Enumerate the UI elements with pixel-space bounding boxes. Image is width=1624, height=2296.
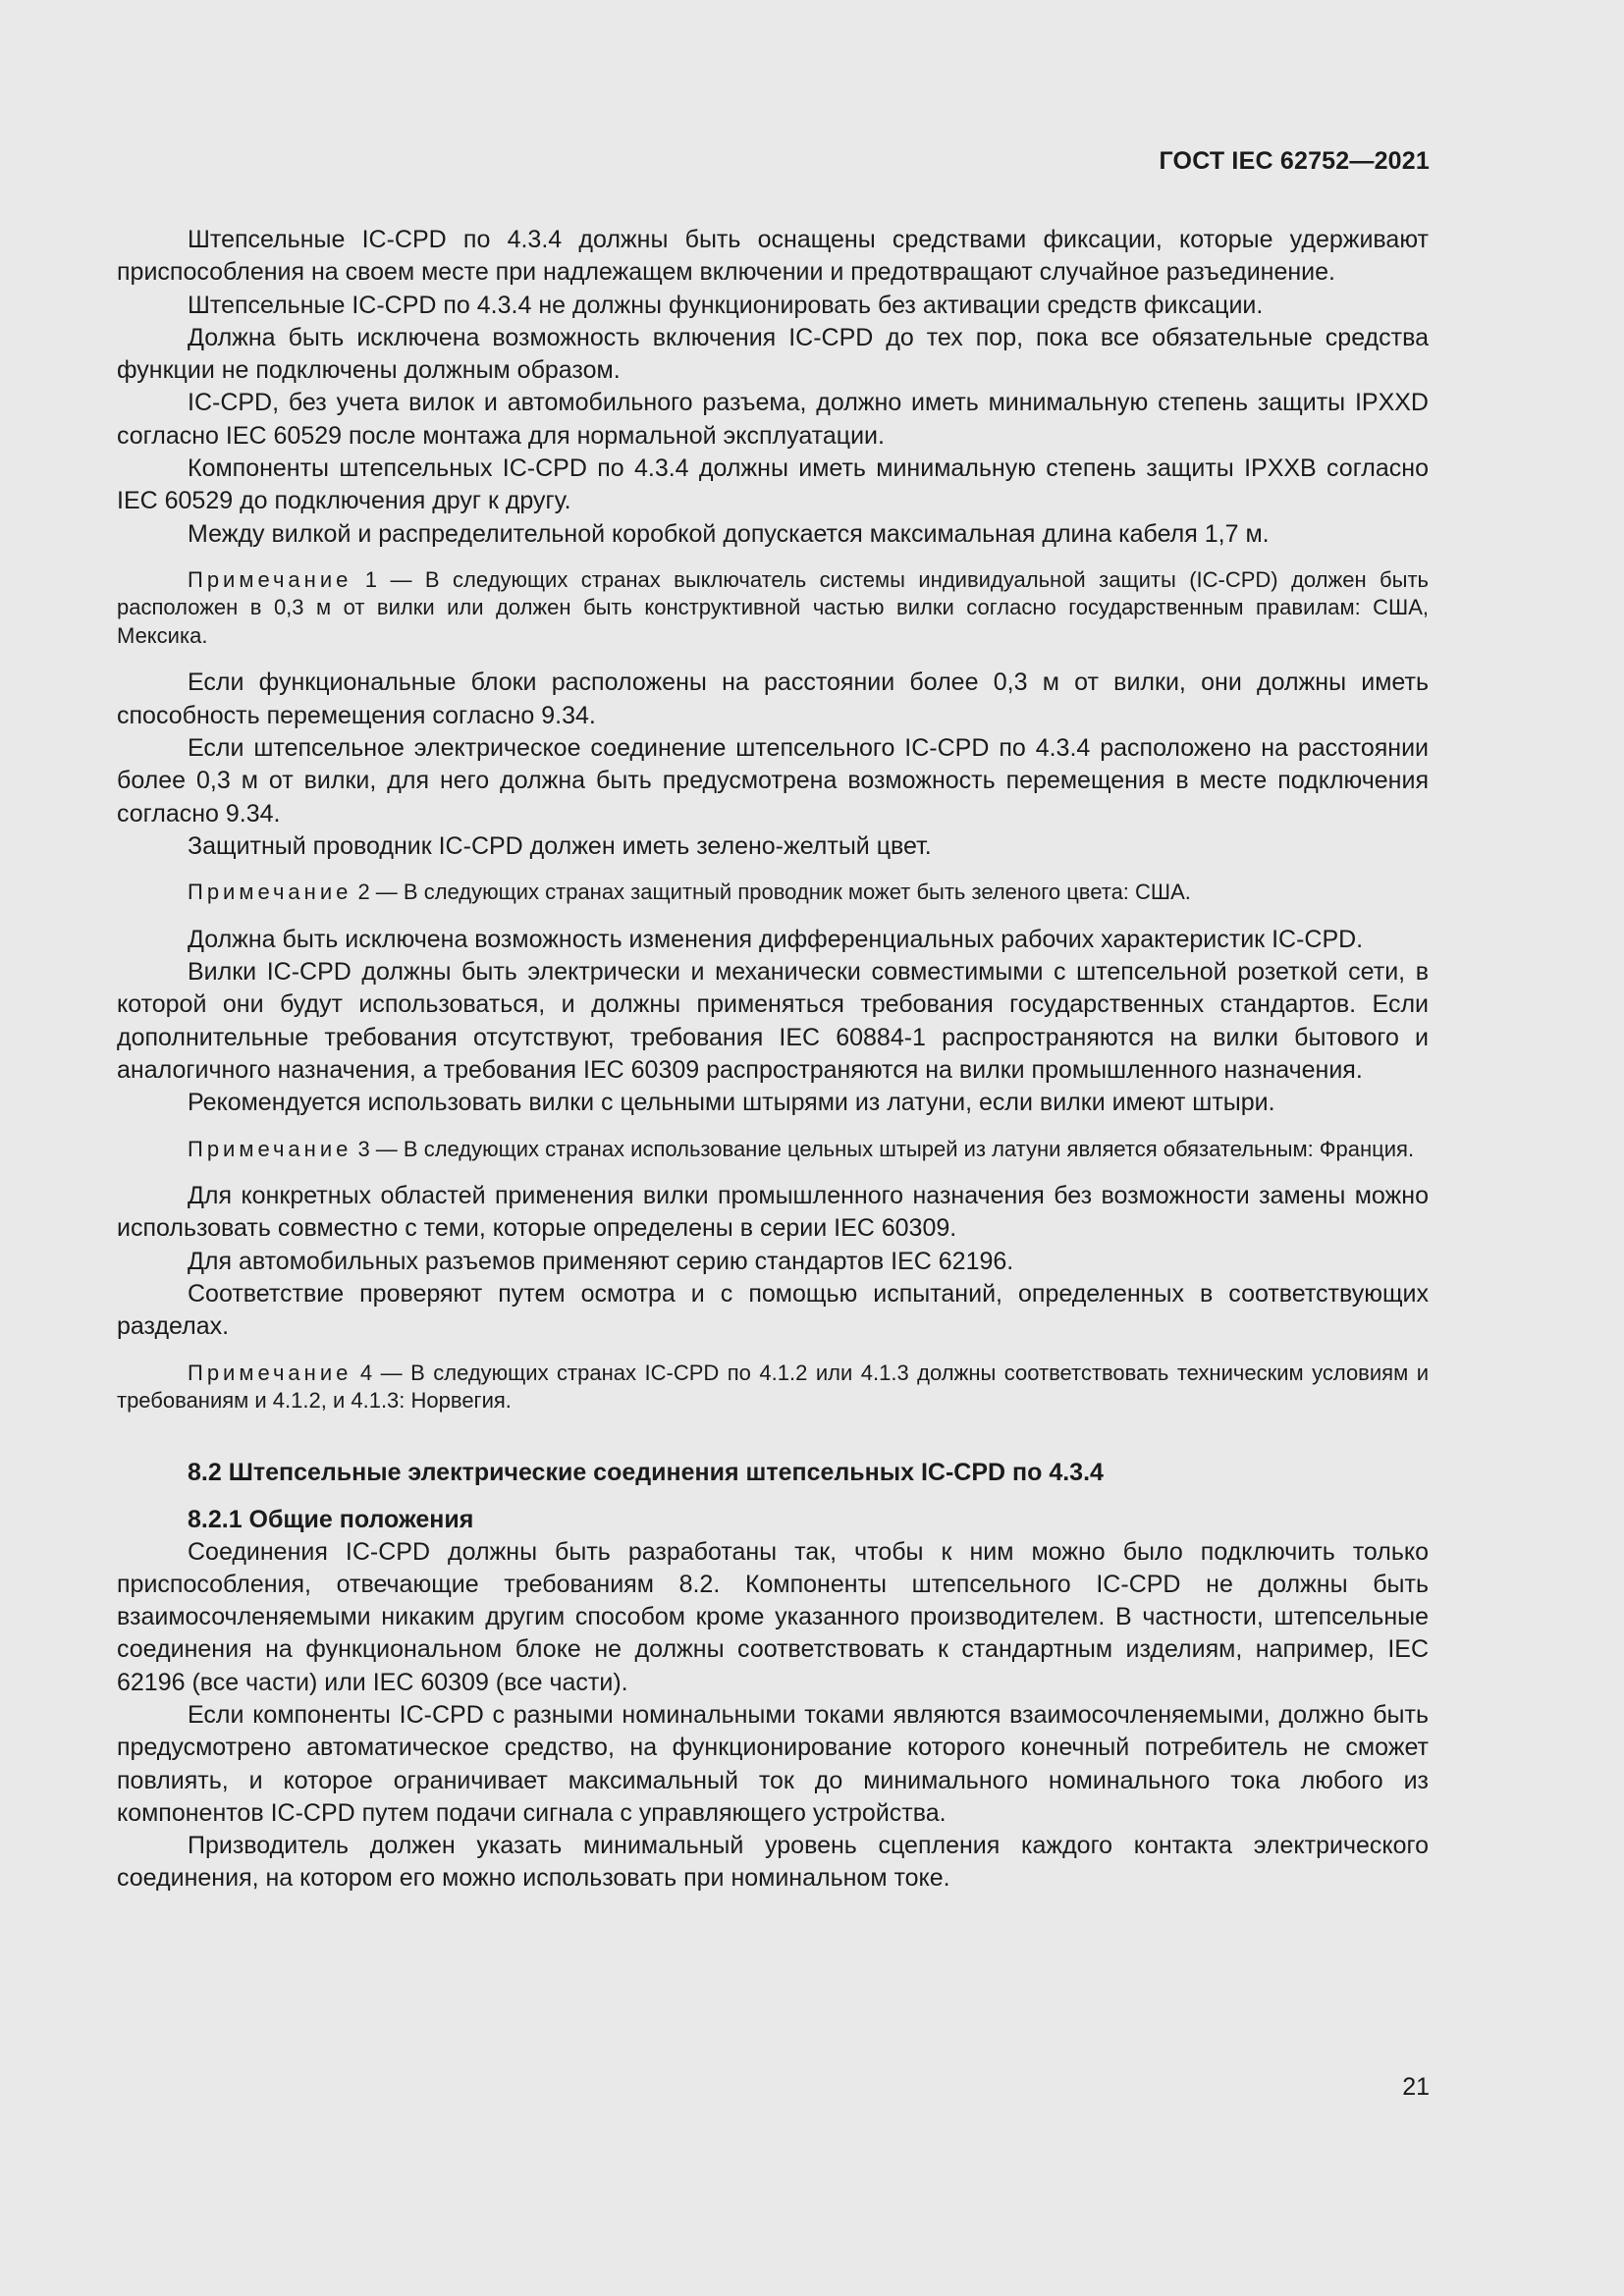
- note-text: 3 — В следующих странах использование цельных штырей из латуни является обязательным: Франция.: [352, 1136, 1415, 1161]
- paragraph: Соответствие проверяют путем осмотра и с помощью испытаний, определенных в соответствующих разделах.: [117, 1279, 1429, 1341]
- section-heading-8-2-1: 8.2.1 Общие положения: [188, 1505, 474, 1533]
- note-3: [117, 1136, 1429, 1164]
- paragraph: Между вилкой и распределительной коробкой допускается максимальная длина кабеля 1,7 м.: [188, 519, 1270, 548]
- standard-header: ГОСТ IEC 62752—2021: [1159, 147, 1430, 175]
- paragraph: Штепсельные IC-CPD по 4.3.4 должны быть оснащены средствами фиксации, которые удерживают приспособления на своем месте при надлежащем включении и предотвращают случайное разъединение.: [117, 226, 1429, 287]
- paragraph: Вилки IC-CPD должны быть электрически и механически совместимыми с штепсельной розеткой сети, в которой они будут использоваться, и должны применяться требования государственных стандартов. Если дополнительные требования отсутствуют, требования IEC 60884-1 распространяются на вилки бытового и аналогичного назначения, а требования IEC 60309 распространяются на вилки промышленного назначения.: [117, 958, 1429, 1084]
- paragraph: Рекомендуется использовать вилки с цельными штырями из латуни, если вилки имеют штыри.: [188, 1089, 1275, 1117]
- paragraph: Соединения IC-CPD должны быть разработаны так, чтобы к ним можно было подключить только приспособления, отвечающие требованиям 8.2. Компоненты штепсельного IC-CPD не должны быть взаимосочленяемыми никаким другим способом кроме указанного производителем. В частности, штепсельные соединения на функциональном блоке не должны соответствовать к стандартным изделиям, например, IEC 62196 (все части) или IEC 60309 (все части).: [117, 1537, 1429, 1696]
- paragraph: Если компоненты IC-CPD с разными номинальными токами являются взаимосочленяемыми, должно быть предусмотрено автоматическое средство, на функционирование которого конечный потребитель не сможет повлиять, и которое ограничивает максимальный ток до минимального номинального тока любого из компонентов IC-CPD путем подачи сигнала с управляющего устройства.: [117, 1701, 1429, 1827]
- paragraph: Защитный проводник IC-CPD должен иметь зелено-желтый цвет.: [188, 831, 932, 860]
- paragraph: Должна быть исключена возможность включения IC-CPD до тех пор, пока все обязательные средства функции не подключены должным образом.: [117, 323, 1429, 385]
- note-1: [117, 566, 1429, 651]
- paragraph: IC-CPD, без учета вилок и автомобильного разъема, должно иметь минимальную степень защиты IPXXD согласно IEC 60529 после монтажа для нормальной эксплуатации.: [117, 389, 1429, 450]
- note-2: [117, 879, 1429, 907]
- paragraph: Компоненты штепсельных IC-CPD по 4.3.4 должны иметь минимальную степень защиты IPXXB согласно IEC 60529 до подключения друг к другу.: [117, 454, 1429, 515]
- note-label: Примечание: [188, 1136, 352, 1161]
- note-label: Примечание: [188, 566, 352, 592]
- paragraph: Должна быть исключена возможность изменения дифференциальных рабочих характеристик IC-CPD.: [188, 925, 1364, 953]
- paragraph: Штепсельные IC-CPD по 4.3.4 не должны функционировать без активации средств фиксации.: [188, 291, 1264, 319]
- page-content: [117, 224, 1429, 1896]
- note-4: [117, 1360, 1429, 1415]
- note-text: 4 — В следующих странах IC-CPD по 4.1.2 или 4.1.3 должны соответствовать техническим условиям и требованиям и 4.1.2, и 4.1.3: Норвегия.: [117, 1360, 1429, 1414]
- note-label: Примечание: [188, 1360, 352, 1385]
- section-heading-8-2: 8.2 Штепсельные электрические соединения штепсельных IC-CPD по 4.3.4: [188, 1458, 1104, 1486]
- note-label: Примечание: [188, 880, 352, 905]
- paragraph: Если штепсельное электрическое соединение штепсельного IC-CPD по 4.3.4 расположено на расстоянии более 0,3 м от вилки, для него должна быть предусмотрена возможность перемещения в месте подключения согласно 9.34.: [117, 734, 1429, 828]
- paragraph: Для автомобильных разъемов применяют серию стандартов IEC 62196.: [188, 1247, 1014, 1275]
- paragraph: Призводитель должен указать минимальный уровень сцепления каждого контакта электрического соединения, на котором его можно использовать при номинальном токе.: [117, 1832, 1429, 1893]
- paragraph: Если функциональные блоки расположены на расстоянии более 0,3 м от вилки, они должны иметь способность перемещения согласно 9.34.: [117, 668, 1429, 729]
- note-text: 1 — В следующих странах выключатель системы индивидуальной защиты (IC-CPD) должен быть расположен в 0,3 м от вилки или должен быть конструктивной частью вилки согласно государственным правилам: США, Мексика.: [117, 566, 1429, 648]
- paragraph: Для конкретных областей применения вилки промышленного назначения без возможности замены можно использовать совместно с теми, которые определены в серии IEC 60309.: [117, 1182, 1429, 1243]
- note-text: 2 — В следующих странах защитный проводник может быть зеленого цвета: США.: [352, 880, 1191, 905]
- page-number: 21: [1402, 2073, 1430, 2101]
